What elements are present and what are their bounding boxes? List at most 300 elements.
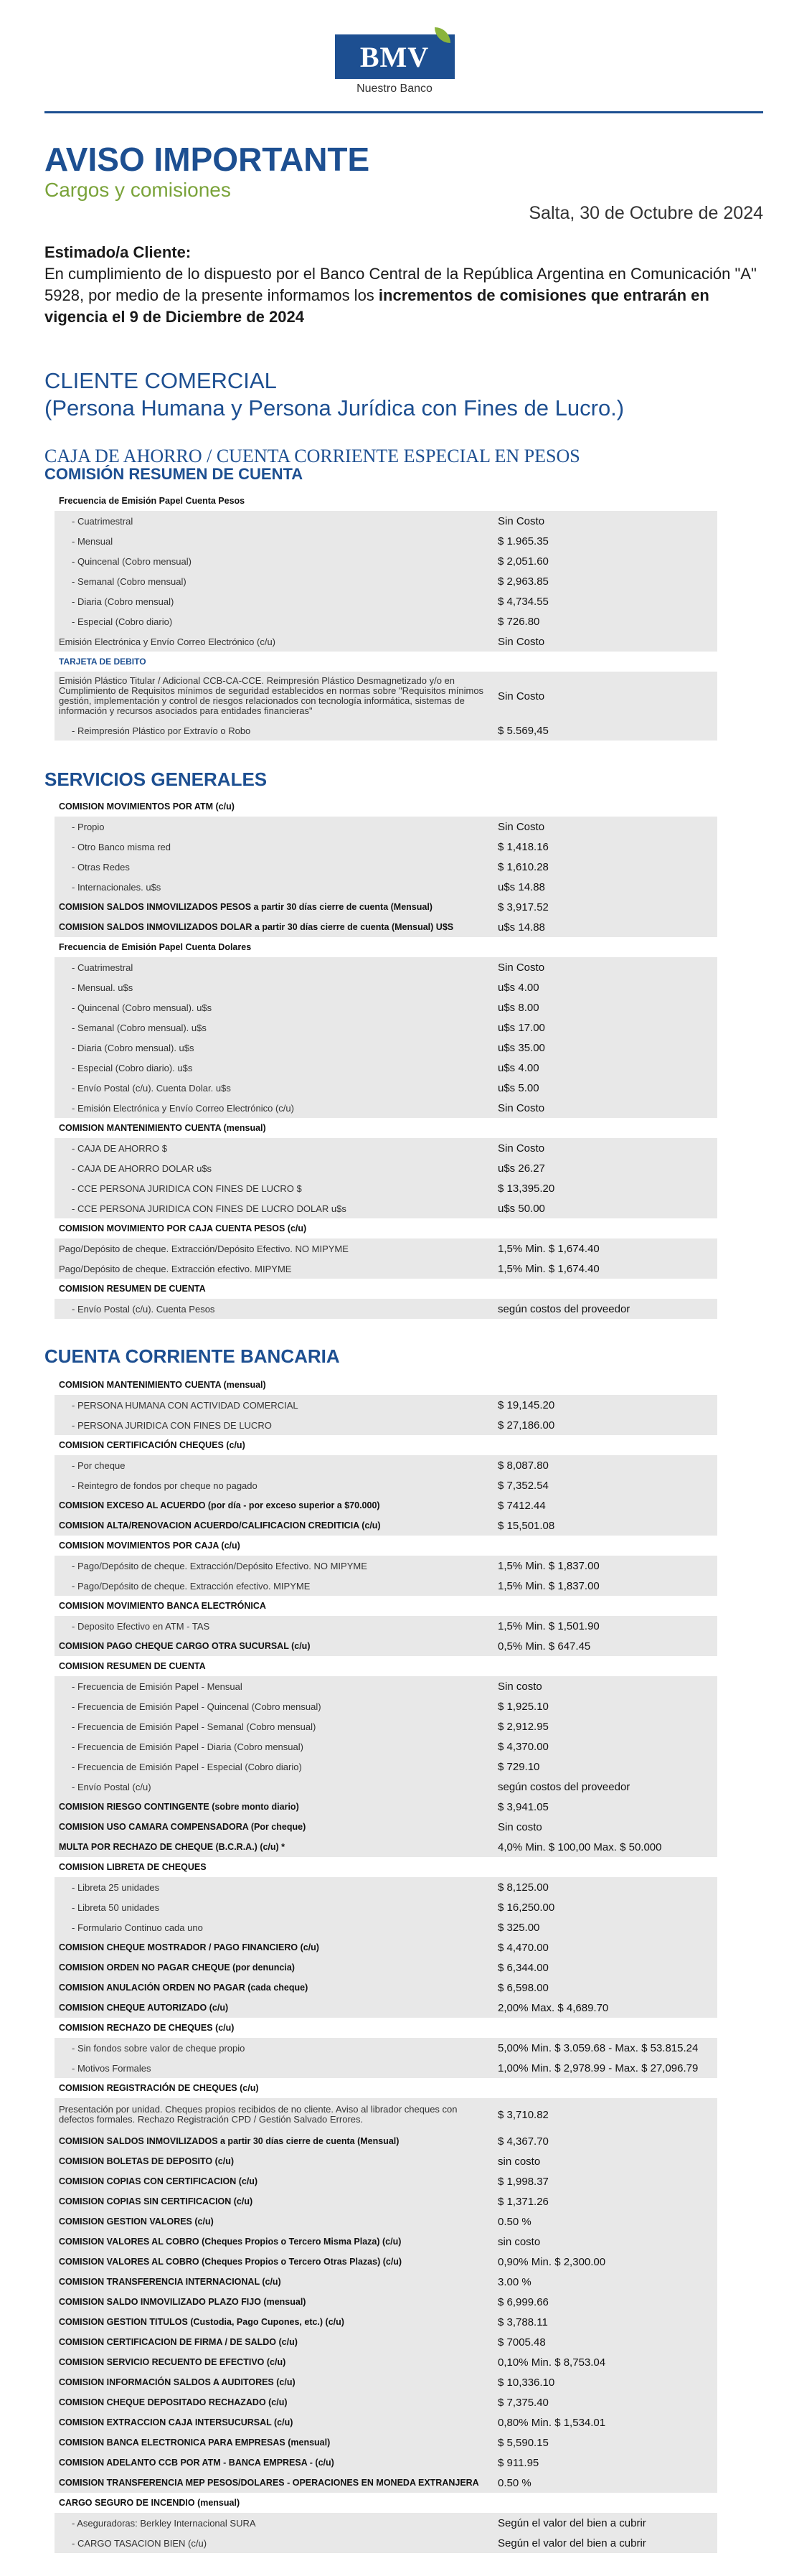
fee-label: COMISION CERTIFICACIÓN CHEQUES (c/u) [59,1440,245,1450]
fee-value: 1,5% Min. $ 1,837.00 [493,1576,717,1596]
fee-row [55,1797,717,1817]
fee-value [493,1596,717,1616]
fee-value: 1,5% Min. $ 1,674.40 [493,1259,717,1279]
fee-label: - Internacionales. u$s [55,877,493,897]
fee-row [55,531,717,551]
fee-value: 3.00 % [493,2272,717,2292]
fee-row [55,2292,717,2312]
fee-row [55,1536,717,1556]
fee-value: $ 4,367.70 [493,2131,717,2151]
fee-value: según costos del proveedor [493,1777,717,1797]
fee-value: Sin Costo [493,957,717,977]
fee-row [55,2098,717,2131]
fee-label: CARGO SEGURO DE INCENDIO (mensual) [59,2498,240,2508]
fee-row [55,957,717,977]
fee-value [493,1857,717,1877]
fee-value: u$s 17.00 [493,1017,717,1038]
fee-row [55,491,717,511]
fee-value [493,652,717,672]
fee-row [55,2533,717,2553]
caja-fees-table [55,491,717,741]
fee-value: $ 5,590.15 [493,2432,717,2453]
fee-label: - Frecuencia de Emisión Papel - Diaria (Cobro mensual) [55,1736,493,1757]
logo-subtitle: Nuestro Banco [356,83,433,95]
leaf-icon [435,27,450,43]
fee-label: COMISION ANULACIÓN ORDEN NO PAGAR (cada cheque) [55,1978,493,1998]
fee-value [493,796,717,817]
logo-text: BMV [359,40,430,73]
fee-row [55,1178,717,1198]
fee-value: $ 15,501.08 [493,1515,717,1536]
fee-label: COMISION INFORMACIÓN SALDOS A AUDITORES (c/u) [55,2372,493,2392]
fee-label: Pago/Depósito de cheque. Extracción/Depósito Efectivo. NO MIPYME [55,1238,493,1259]
fee-row [55,1837,717,1857]
fee-value: $ 7,352.54 [493,1475,717,1495]
fee-label: - Sin fondos sobre valor de cheque propio [55,2038,493,2058]
fee-row [55,2038,717,2058]
fee-value: $ 911.95 [493,2453,717,2473]
fee-value [493,1279,717,1299]
fee-row [55,917,717,937]
fee-row [55,1957,717,1978]
fee-value [493,937,717,957]
fee-value: $ 8,125.00 [493,1877,717,1897]
fee-label: - Por cheque [55,1455,493,1475]
fee-value: $ 4,470.00 [493,1937,717,1957]
fee-label: - Mensual [55,531,493,551]
fee-row [55,2493,717,2513]
fee-label: COMISION SALDOS INMOVILIZADOS DOLAR a partir 30 días cierre de cuenta (Mensual) U$S [55,917,493,937]
content [0,143,789,2553]
fee-value: Sin Costo [493,1098,717,1118]
fee-label: - Envío Postal (c/u) [55,1777,493,1797]
fee-label: COMISION SALDOS INMOVILIZADOS a partir 30 días cierre de cuenta (Mensual) [55,2131,493,2151]
fee-label: - Envío Postal (c/u). Cuenta Pesos [55,1299,493,1319]
fee-label: - Semanal (Cobro mensual) [55,571,493,591]
fee-row [55,1435,717,1455]
fee-row [55,1596,717,1616]
fee-label: - CAJA DE AHORRO DOLAR u$s [55,1158,493,1178]
fee-row [55,2332,717,2352]
fee-row [55,2078,717,2098]
client-heading [44,367,763,422]
fee-value: $ 729.10 [493,1757,717,1777]
fee-row [55,1757,717,1777]
intro-highlight: incrementos de comisiones que entrarán en vigencia el 9 de Diciembre de 2024 [44,286,709,326]
fee-row [55,796,717,817]
fee-label: - Reintegro de fondos por cheque no pagado [55,1475,493,1495]
fee-label: - Otras Redes [55,857,493,877]
fee-label: COMISION VALORES AL COBRO (Cheques Propios o Tercero Misma Plaza) (c/u) [55,2232,493,2252]
fee-row [55,611,717,631]
header-divider [44,111,763,113]
fee-value [493,491,717,511]
fee-row [55,977,717,997]
caja-subtitle: COMISIÓN RESUMEN DE CUENTA [44,465,303,483]
fee-label: - PERSONA JURIDICA CON FINES DE LUCRO [55,1415,493,1435]
fee-label: MULTA POR RECHAZO DE CHEQUE (B.C.R.A.) (c/u) * [55,1837,493,1857]
fee-label: - Propio [55,817,493,837]
fee-value: 5,00% Min. $ 3.059.68 - Max. $ 53.815.24 [493,2038,717,2058]
fee-value: $ 1,371.26 [493,2191,717,2211]
fee-row [55,1937,717,1957]
fee-row [55,897,717,917]
fee-label: - Frecuencia de Emisión Papel - Especial (Cobro diario) [55,1757,493,1777]
fee-value: Según el valor del bien a cubrir [493,2533,717,2553]
fee-value: $ 4,370.00 [493,1736,717,1757]
fee-value: u$s 5.00 [493,1078,717,1098]
fee-label: - CCE PERSONA JURIDICA CON FINES DE LUCRO $ [55,1178,493,1198]
fee-value: $ 7005.48 [493,2332,717,2352]
fee-label: Frecuencia de Emisión Papel Cuenta Dolares [59,942,252,952]
fee-row [55,2372,717,2392]
caja-section [44,446,763,741]
caja-title: CAJA DE AHORRO / CUENTA CORRIENTE ESPECIAL EN PESOS [44,446,580,466]
fee-row [55,2151,717,2171]
fee-label: COMISION CHEQUE MOSTRADOR / PAGO FINANCIERO (c/u) [55,1937,493,1957]
fee-row [55,1299,717,1319]
fee-row [55,2352,717,2372]
fee-label: COMISION CERTIFICACION DE FIRMA / DE SALDO (c/u) [55,2332,493,2352]
fee-value: u$s 4.00 [493,977,717,997]
fee-value: $ 2,051.60 [493,551,717,571]
fee-label: - Motivos Formales [55,2058,493,2078]
fee-value: 0.50 % [493,2473,717,2493]
fee-row [55,2232,717,2252]
fee-label: - CAJA DE AHORRO $ [55,1138,493,1158]
fee-row [55,2392,717,2412]
fee-row [55,1515,717,1536]
fee-row [55,1098,717,1118]
fee-row [55,2272,717,2292]
fee-label: COMISION SALDO INMOVILIZADO PLAZO FIJO (mensual) [55,2292,493,2312]
fee-label: COMISION SALDOS INMOVILIZADOS PESOS a partir 30 días cierre de cuenta (Mensual) [55,897,493,917]
fee-label: COMISION COPIAS CON CERTIFICACION (c/u) [55,2171,493,2191]
fee-label: Frecuencia de Emisión Papel Cuenta Pesos [59,496,245,506]
fee-value: $ 2,963.85 [493,571,717,591]
fee-row [55,2513,717,2533]
fee-label: - CARGO TASACION BIEN (c/u) [55,2533,493,2553]
fee-value: $ 3,788.11 [493,2312,717,2332]
fee-value: $ 7412.44 [493,1495,717,1515]
fee-row [55,1198,717,1218]
fee-row [55,2252,717,2272]
fee-value: Según el valor del bien a cubrir [493,2513,717,2533]
notice-date: Salta, 30 de Octubre de 2024 [529,203,763,223]
fee-row [55,817,717,837]
fee-label: Emisión Plástico Titular / Adicional CCB-CA-CCE. Reimpresión Plástico Desmagnetizado y/o en Cumplimiento de Requisitos mínimos de seguridad establecidos en normas sobre "Requisitos mínimos gestión, implementación y control de riesgos relacionados con tecnología informática, sistemas de información y recursos asociados para entidades financieras" [55,672,493,720]
fee-label: COMISION MANTENIMIENTO CUENTA (mensual) [59,1380,266,1390]
fee-value: 1,5% Min. $ 1,837.00 [493,1556,717,1576]
fee-value: $ 1,610.28 [493,857,717,877]
fee-label: - Formulario Continuo cada uno [55,1917,493,1937]
fee-label: COMISION MOVIMIENTO POR CAJA CUENTA PESOS (c/u) [59,1223,307,1233]
fee-row [55,1158,717,1178]
fee-value: u$s 14.88 [493,877,717,897]
fee-row [55,997,717,1017]
fee-value: sin costo [493,2232,717,2252]
fee-value: Sin costo [493,1676,717,1696]
fee-row [55,1696,717,1716]
fee-value: $ 5.569,45 [493,720,717,741]
fee-label: COMISION CHEQUE AUTORIZADO (c/u) [55,1998,493,2018]
fee-value [493,1435,717,1455]
fee-value: 0,5% Min. $ 647.45 [493,1636,717,1656]
fee-row [55,1817,717,1837]
fee-value: $ 8,087.80 [493,1455,717,1475]
fee-label: Presentación por unidad. Cheques propios recibidos de no cliente. Aviso al librador cheques con defectos formales. Rechazo Registración CPD / Gestión Salvado Errores. [55,2098,493,2131]
fee-label: COMISION RECHAZO DE CHEQUES (c/u) [59,2023,235,2033]
fee-value: $ 3,941.05 [493,1797,717,1817]
fee-label: - Libreta 25 unidades [55,1877,493,1897]
fee-label: - CCE PERSONA JURIDICA CON FINES DE LUCRO DOLAR u$s [55,1198,493,1218]
fee-value: sin costo [493,2151,717,2171]
fee-value: Sin Costo [493,511,717,531]
fee-row [55,571,717,591]
fee-value: u$s 8.00 [493,997,717,1017]
bancaria-title: CUENTA CORRIENTE BANCARIA [44,1345,340,1367]
fee-value: $ 6,344.00 [493,1957,717,1978]
fee-row [55,2131,717,2151]
fee-row [55,1259,717,1279]
fee-label: COMISION MOVIMIENTO BANCA ELECTRÓNICA [59,1601,266,1611]
fee-value: $ 16,250.00 [493,1897,717,1917]
fee-row [55,1495,717,1515]
fee-label: COMISION CHEQUE DEPOSITADO RECHAZADO (c/u) [55,2392,493,2412]
fee-label: - Cuatrimestral [55,511,493,531]
fee-label: COMISION VALORES AL COBRO (Cheques Propios o Tercero Otras Plazas) (c/u) [55,2252,493,2272]
fee-value: $ 1.965.35 [493,531,717,551]
fee-row [55,1917,717,1937]
fee-row [55,1777,717,1797]
bmv-logo [335,34,455,79]
fee-label: COMISION EXCESO AL ACUERDO (por día - por exceso superior a $70.000) [55,1495,493,1515]
fee-value: 0.50 % [493,2211,717,2232]
fee-label: COMISION MOVIMIENTOS POR ATM (c/u) [59,802,235,812]
fee-value: Sin Costo [493,631,717,652]
fee-value: $ 1,998.37 [493,2171,717,2191]
client-subtitle: (Persona Humana y Persona Jurídica con Fines de Lucro.) [44,395,625,420]
fee-row [55,837,717,857]
bancaria-section [44,1346,763,2553]
fee-row [55,2211,717,2232]
fee-value: $ 27,186.00 [493,1415,717,1435]
fee-label: COMISION TRANSFERENCIA MEP PESOS/DOLARES - OPERACIONES EN MONEDA EXTRANJERA [55,2473,493,2493]
fee-label: - PERSONA HUMANA CON ACTIVIDAD COMERCIAL [55,1395,493,1415]
fee-label: - Especial (Cobro diario). u$s [55,1058,493,1078]
fee-label: - Libreta 50 unidades [55,1897,493,1917]
fee-value: $ 7,375.40 [493,2392,717,2412]
fee-row [55,672,717,720]
fee-label: COMISION MOVIMIENTOS POR CAJA (c/u) [59,1541,240,1551]
fee-label: - Emisión Electrónica y Envío Correo Electrónico (c/u) [55,1098,493,1118]
fee-row [55,652,717,672]
fee-value: 1,00% Min. $ 2,978.99 - Max. $ 27,096.79 [493,2058,717,2078]
fee-row [55,2191,717,2211]
fee-value: $ 2,912.95 [493,1716,717,1736]
fee-row [55,857,717,877]
fee-label: - Aseguradoras: Berkley Internacional SURA [55,2513,493,2533]
fee-row [55,1897,717,1917]
fee-value [493,1536,717,1556]
fee-value: $ 1,925.10 [493,1696,717,1716]
fee-label: - Otro Banco misma red [55,837,493,857]
fee-row [55,1038,717,1058]
fee-row [55,2412,717,2432]
fee-value: u$s 50.00 [493,1198,717,1218]
fee-value: $ 6,598.00 [493,1978,717,1998]
fee-value: $ 13,395.20 [493,1178,717,1198]
fee-label: COMISION REGISTRACIÓN DE CHEQUES (c/u) [59,2083,259,2093]
fee-row [55,2018,717,2038]
fee-value: u$s 26.27 [493,1158,717,1178]
fee-label: COMISION LIBRETA DE CHEQUES [59,1862,207,1872]
fee-value: 0,90% Min. $ 2,300.00 [493,2252,717,2272]
fee-value: $ 10,336.10 [493,2372,717,2392]
fee-row [55,1676,717,1696]
fee-row [55,1375,717,1395]
fee-value: 0,80% Min. $ 1,534.01 [493,2412,717,2432]
fee-row [55,1415,717,1435]
fee-row [55,1279,717,1299]
fee-value: u$s 14.88 [493,917,717,937]
fee-label: COMISION TRANSFERENCIA INTERNACIONAL (c/u) [55,2272,493,2292]
fee-row [55,1576,717,1596]
fee-row [55,2473,717,2493]
fee-label: - Reimpresión Plástico por Extravío o Robo [55,720,493,741]
fee-row [55,877,717,897]
fee-label: - Especial (Cobro diario) [55,611,493,631]
fee-row [55,2432,717,2453]
fee-row [55,1138,717,1158]
fee-label: COMISION ALTA/RENOVACION ACUERDO/CALIFICACION CREDITICIA (c/u) [55,1515,493,1536]
fee-label: - Envío Postal (c/u). Cuenta Dolar. u$s [55,1078,493,1098]
fee-label: COMISION RESUMEN DE CUENTA [59,1661,206,1671]
fee-row [55,1877,717,1897]
fee-row [55,1218,717,1238]
fee-label: - Diaria (Cobro mensual) [55,591,493,611]
fee-row [55,2058,717,2078]
fee-label: COMISION COPIAS SIN CERTIFICACION (c/u) [55,2191,493,2211]
fee-value: Sin costo [493,1817,717,1837]
fee-label: COMISION ADELANTO CCB POR ATM - BANCA EMPRESA - (c/u) [55,2453,493,2473]
generales-section [44,769,763,1319]
fee-row [55,1636,717,1656]
fee-value: $ 4,734.55 [493,591,717,611]
fee-label: - Quincenal (Cobro mensual). u$s [55,997,493,1017]
fee-value: Sin Costo [493,672,717,720]
fee-row [55,2171,717,2191]
fee-label: - Deposito Efectivo en ATM - TAS [55,1616,493,1636]
bancaria-fees-table [55,1375,717,2553]
fee-label: - Frecuencia de Emisión Papel - Mensual [55,1676,493,1696]
fee-value: $ 1,418.16 [493,837,717,857]
fee-label: Pago/Depósito de cheque. Extracción efectivo. MIPYME [55,1259,493,1279]
fee-value: $ 325.00 [493,1917,717,1937]
fee-row [55,1656,717,1676]
fee-label: - Mensual. u$s [55,977,493,997]
fee-row [55,1978,717,1998]
fee-row [55,1857,717,1877]
fee-label: COMISION ORDEN NO PAGAR CHEQUE (por denuncia) [55,1957,493,1978]
fee-value: $ 19,145.20 [493,1395,717,1415]
fee-value: 0,10% Min. $ 8,753.04 [493,2352,717,2372]
header [0,0,789,109]
fee-value: 1,5% Min. $ 1,501.90 [493,1616,717,1636]
fee-label: COMISION RIESGO CONTINGENTE (sobre monto diario) [55,1797,493,1817]
fee-label: COMISION BANCA ELECTRONICA PARA EMPRESAS (mensual) [55,2432,493,2453]
fee-value [493,2493,717,2513]
fee-label: - Pago/Depósito de cheque. Extracción/Depósito Efectivo. NO MIPYME [55,1556,493,1576]
fee-row [55,631,717,652]
fee-row [55,1716,717,1736]
intro-paragraph [44,242,763,328]
client-title: CLIENTE COMERCIAL [44,368,277,393]
fee-row [55,937,717,957]
fee-value: $ 6,999.66 [493,2292,717,2312]
fee-label: COMISION EXTRACCION CAJA INTERSUCURSAL (c/u) [55,2412,493,2432]
generales-title: SERVICIOS GENERALES [44,768,268,790]
fee-row [55,1058,717,1078]
fee-value: u$s 35.00 [493,1038,717,1058]
fee-value: 4,0% Min. $ 100,00 Max. $ 50.000 [493,1837,717,1857]
fee-value [493,2018,717,2038]
fee-row [55,2312,717,2332]
fee-value: según costos del proveedor [493,1299,717,1319]
page-title: AVISO IMPORTANTE [44,141,370,178]
fee-row [55,720,717,741]
fee-label: - Quincenal (Cobro mensual) [55,551,493,571]
fee-label: COMISION MANTENIMIENTO CUENTA (mensual) [59,1123,266,1133]
fee-row [55,1556,717,1576]
fee-label: - Diaria (Cobro mensual). u$s [55,1038,493,1058]
fee-row [55,1238,717,1259]
fee-row [55,1078,717,1098]
fee-value: Sin Costo [493,1138,717,1158]
fee-row [55,1395,717,1415]
fee-label: - Pago/Depósito de cheque. Extracción efectivo. MIPYME [55,1576,493,1596]
fee-row [55,1616,717,1636]
fee-value [493,1118,717,1138]
fee-row [55,1736,717,1757]
fee-row [55,551,717,571]
fee-label: - Semanal (Cobro mensual). u$s [55,1017,493,1038]
page-subtitle: Cargos y comisiones [44,179,231,201]
fee-value: $ 3,710.82 [493,2098,717,2131]
fee-label: COMISION BOLETAS DE DEPOSITO (c/u) [55,2151,493,2171]
fee-value: 2,00% Max. $ 4,689.70 [493,1998,717,2018]
fee-value: u$s 4.00 [493,1058,717,1078]
fee-value [493,1656,717,1676]
fee-row [55,1455,717,1475]
fee-row [55,591,717,611]
fee-label: TARJETA DE DEBITO [59,657,146,667]
fee-value [493,1218,717,1238]
fee-row [55,1998,717,2018]
fee-value: Sin Costo [493,817,717,837]
fee-label: - Frecuencia de Emisión Papel - Quincenal (Cobro mensual) [55,1696,493,1716]
fee-row [55,1475,717,1495]
fee-label: COMISION GESTION TITULOS (Custodia, Pago Cupones, etc.) (c/u) [55,2312,493,2332]
fee-value: 1,5% Min. $ 1,674.40 [493,1238,717,1259]
fee-row [55,511,717,531]
fee-value: $ 726.80 [493,611,717,631]
greeting: Estimado/a Cliente: [44,243,192,261]
fee-value [493,2078,717,2098]
fee-row [55,1017,717,1038]
fee-label: - Frecuencia de Emisión Papel - Semanal (Cobro mensual) [55,1716,493,1736]
fee-label: COMISION PAGO CHEQUE CARGO OTRA SUCURSAL (c/u) [55,1636,493,1656]
